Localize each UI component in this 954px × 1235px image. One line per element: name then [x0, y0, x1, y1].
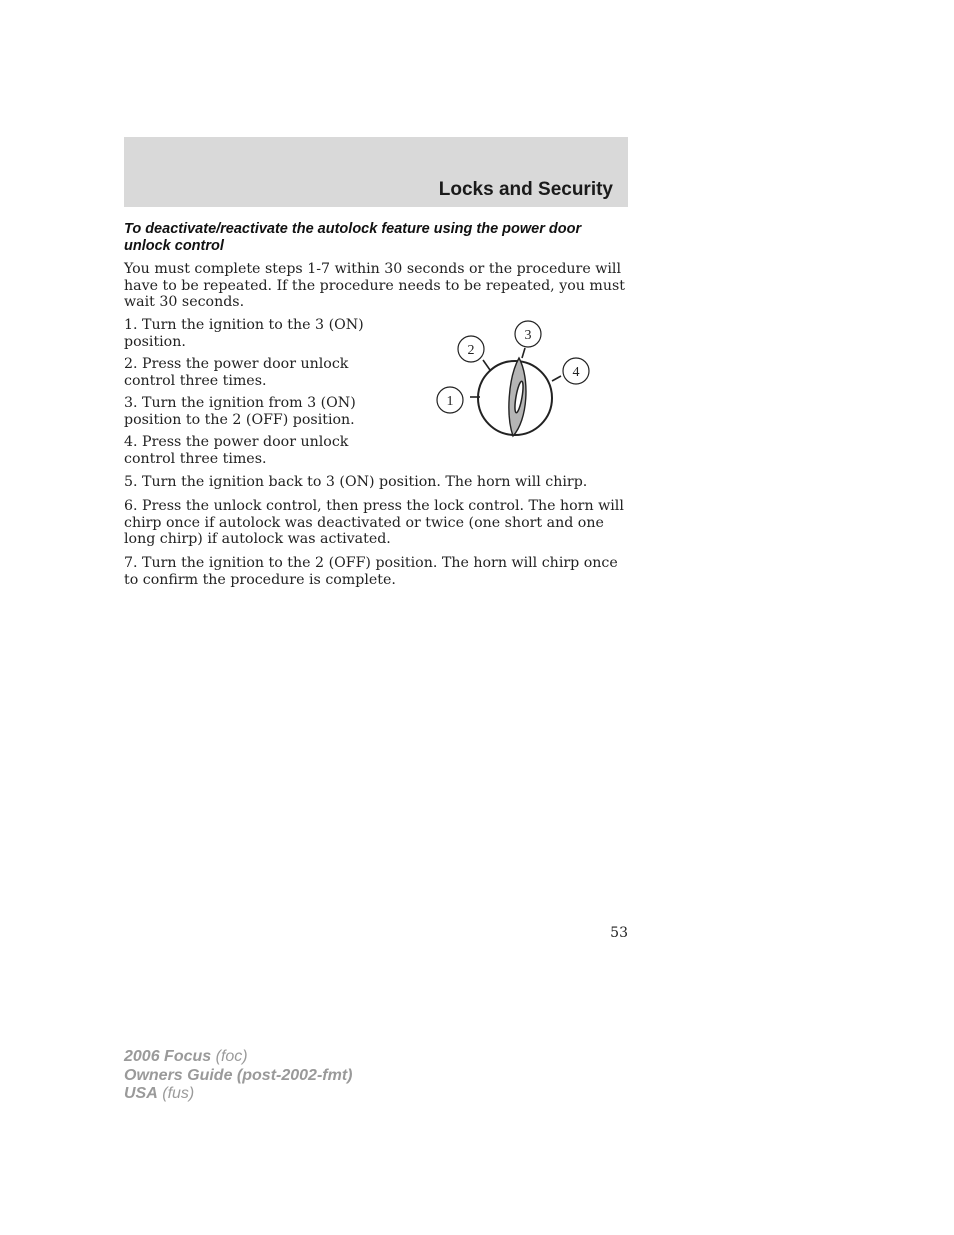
- footer-line-model: 2006 Focus (foc): [124, 1048, 248, 1065]
- step-1: 1. Turn the ignition to the 3 (ON) position.: [124, 317, 364, 350]
- position-label-4: 4: [572, 365, 580, 380]
- step-2: 2. Press the power door unlock control three times.: [124, 356, 349, 389]
- step-6: 6. Press the unlock control, then press the lock control. The horn will chirp once if autolock was deactivated or twice (one short and one long chirp) if autolock was activated.: [124, 498, 624, 548]
- step-4: 4. Press the power door unlock control three times.: [124, 434, 349, 467]
- step-5: 5. Turn the ignition back to 3 (ON) position. The horn will chirp.: [124, 474, 588, 490]
- intro-paragraph: You must complete steps 1-7 within 30 seconds or the procedure will have to be repeated. If the procedure needs to be repeated, you must wait 30 seconds.: [124, 261, 625, 311]
- position-label-1: 1: [446, 394, 454, 409]
- step-7: 7. Turn the ignition to the 2 (OFF) position. The horn will chirp once to confirm the procedure is complete.: [124, 555, 618, 588]
- section-header-band: [124, 137, 628, 207]
- section-title: Locks and Security: [438, 179, 613, 200]
- page-number: 53: [610, 925, 628, 941]
- document-footer: [124, 1048, 352, 1104]
- footer-line-guide: Owners Guide (post-2002-fmt): [124, 1066, 353, 1084]
- step-3: 3. Turn the ignition from 3 (ON) position to the 2 (OFF) position.: [124, 395, 356, 428]
- position-label-2: 2: [467, 343, 475, 358]
- footer-line-region: USA (fus): [124, 1085, 195, 1102]
- ignition-position-diagram: [428, 315, 600, 443]
- procedure-heading: To deactivate/reactivate the autolock feature using the power door unlock control: [124, 221, 582, 254]
- position-label-3: 3: [524, 328, 532, 343]
